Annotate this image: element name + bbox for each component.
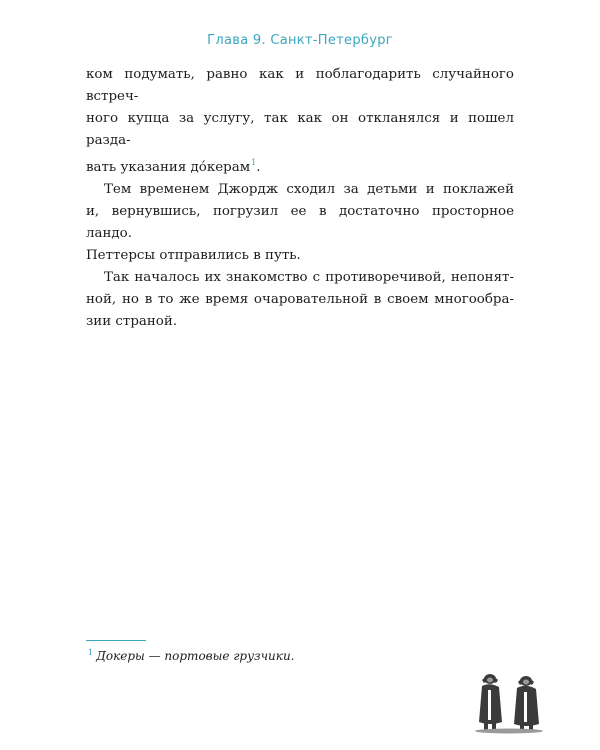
text-line-with-footnote [86,152,514,179]
text-line: и, вернувшись, погрузил ее в достаточно просторное ландо. [86,204,514,241]
two-figures-in-coats-icon [466,670,552,734]
footnote-text: Докеры — портовые грузчики. [96,649,295,663]
footnote-divider [86,640,146,641]
footnote [88,648,295,663]
paragraph-1 [86,64,514,179]
text-line: Так началось их знакомство с противоречивой, непонят- [104,270,514,285]
running-head: Глава 9. Санкт-Петербург [207,33,393,48]
page-body [86,64,514,333]
text-segment: вать указания до́керам [86,160,251,175]
footnote-reference[interactable]: 1 [251,158,257,167]
text-line: зии страной. [86,314,178,329]
text-line: ной, но в то же время очаровательной в своем многообра- [86,292,514,307]
paragraph-3 [86,267,514,333]
text-line: Петтерсы отправились в путь. [86,248,301,263]
text-line: ком подумать, равно как и поблагодарить случайного встреч- [86,67,514,104]
text-line: Тем временем Джордж сходил за детьми и поклажей [104,182,514,197]
text-line: ного купца за услугу, так как он откланялся и пошел разда- [86,111,514,148]
footnote-mark: 1 [88,648,94,657]
paragraph-2 [86,179,514,267]
text-segment: . [256,160,261,175]
